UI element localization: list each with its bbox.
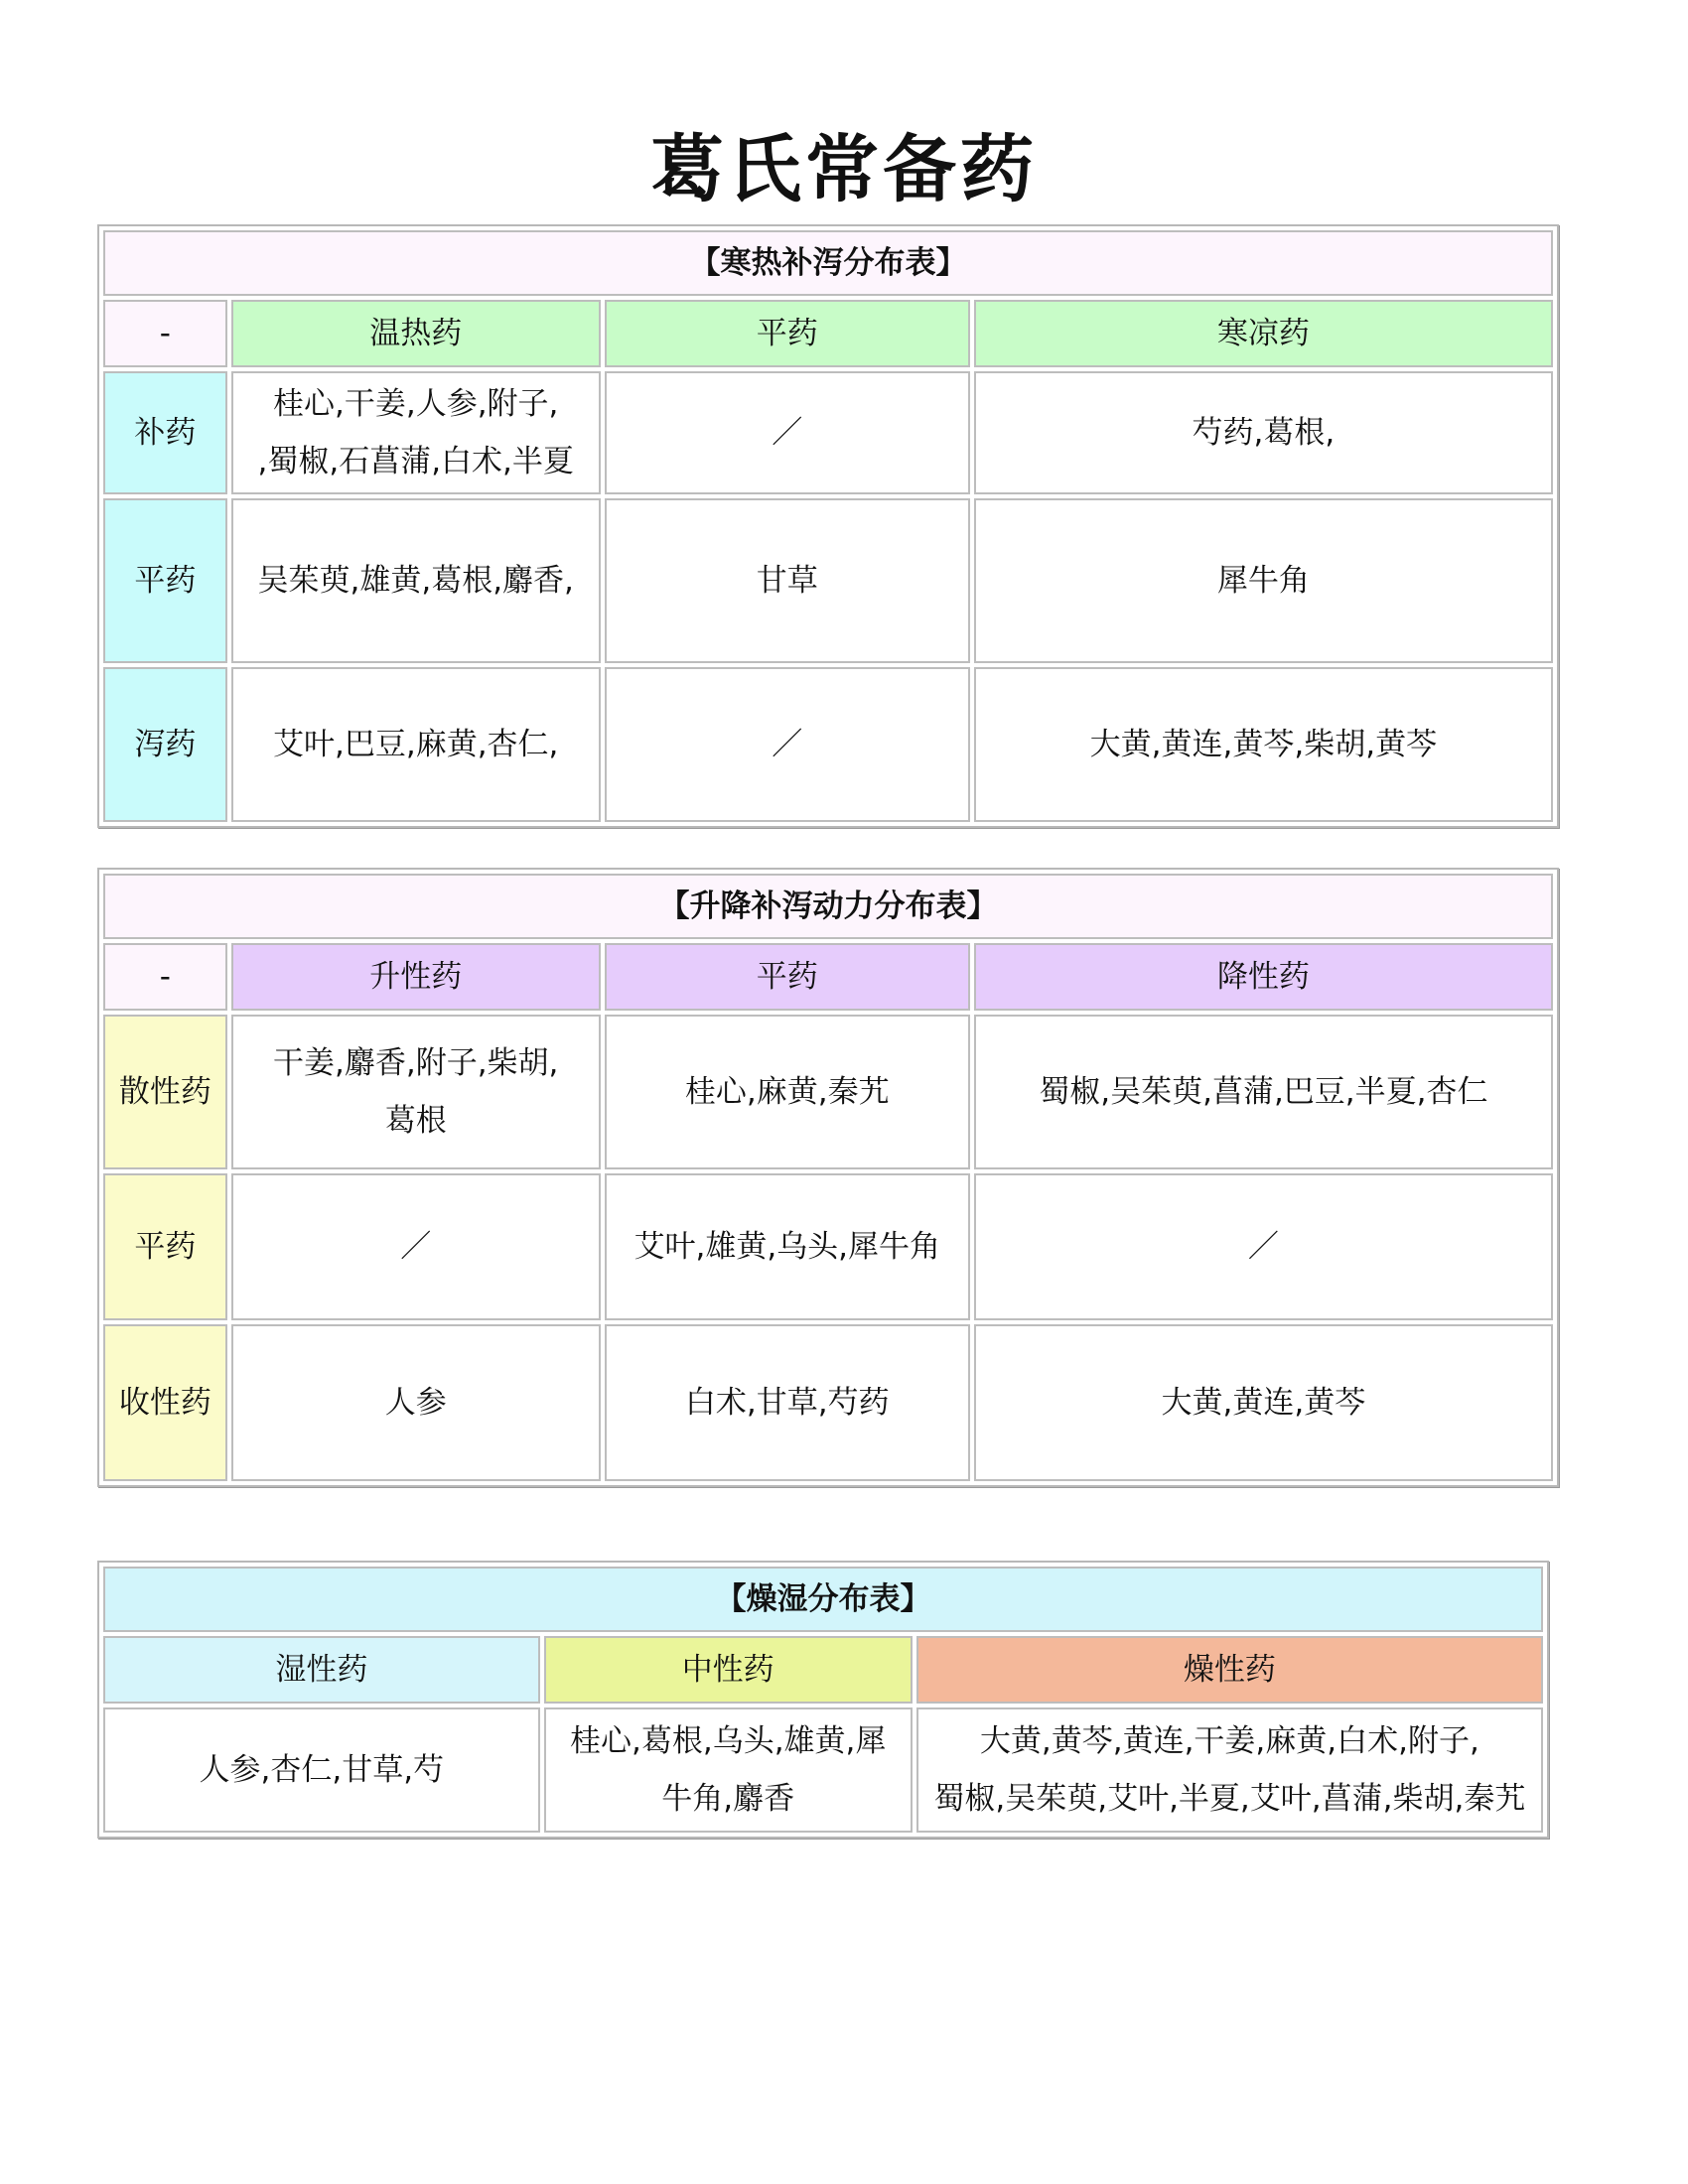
row-header: 收性药 <box>103 1324 227 1481</box>
row-header: 平药 <box>103 1173 227 1320</box>
table-cell: 大黄,黄芩,黄连,干姜,麻黄,白术,附子, 蜀椒,吴茱萸,艾叶,半夏,艾叶,菖蒲,柴胡,秦艽 <box>916 1707 1543 1833</box>
ascend-descend-table <box>97 868 1559 1487</box>
table-cell: 艾叶,雄黄,乌头,犀牛角 <box>605 1173 970 1320</box>
table-row <box>103 1173 1553 1320</box>
cold-heat-table <box>97 224 1559 828</box>
table-cell: 人参,杏仁,甘草,芍 <box>103 1707 540 1833</box>
table-cell: 桂心,葛根,乌头,雄黄,犀 牛角,麝香 <box>544 1707 913 1833</box>
column-header: 中性药 <box>544 1636 913 1704</box>
row-header: 散性药 <box>103 1015 227 1169</box>
table-cell: 甘草 <box>605 498 970 663</box>
table-row <box>103 1707 1543 1833</box>
table-cell: 白术,甘草,芍药 <box>605 1324 970 1481</box>
table-cell: ／ <box>605 667 970 822</box>
table-row <box>103 667 1553 822</box>
column-header: 燥性药 <box>916 1636 1543 1704</box>
table-cell: ／ <box>974 1173 1553 1320</box>
table-cell: ／ <box>605 371 970 494</box>
dry-wet-table <box>97 1561 1549 1839</box>
table-cell: 干姜,麝香,附子,柴胡, 葛根 <box>231 1015 601 1169</box>
table-caption: 【寒热补泻分布表】 <box>103 230 1553 296</box>
table-cell: 桂心,麻黄,秦艽 <box>605 1015 970 1169</box>
column-header: 寒凉药 <box>974 300 1553 367</box>
table-cell: 芍药,葛根, <box>974 371 1553 494</box>
table-caption: 【燥湿分布表】 <box>103 1567 1543 1632</box>
table-row <box>103 371 1553 494</box>
column-header: 湿性药 <box>103 1636 540 1704</box>
row-header: 平药 <box>103 498 227 663</box>
table-row <box>103 1324 1553 1481</box>
table-cell: 艾叶,巴豆,麻黄,杏仁, <box>231 667 601 822</box>
table-cell: 大黄,黄连,黄芩 <box>974 1324 1553 1481</box>
table-row <box>103 498 1553 663</box>
column-header: 温热药 <box>231 300 601 367</box>
table-cell: 人参 <box>231 1324 601 1481</box>
table-cell: 吴茱萸,雄黄,葛根,麝香, <box>231 498 601 663</box>
table-cell: 大黄,黄连,黄芩,柴胡,黄芩 <box>974 667 1553 822</box>
row-header: 泻药 <box>103 667 227 822</box>
column-header: 平药 <box>605 943 970 1011</box>
page-title: 葛氏常备药 <box>650 127 1038 212</box>
corner-cell: - <box>103 300 227 367</box>
corner-cell: - <box>103 943 227 1011</box>
table-cell: 蜀椒,吴茱萸,菖蒲,巴豆,半夏,杏仁 <box>974 1015 1553 1169</box>
table-caption: 【升降补泻动力分布表】 <box>103 874 1553 939</box>
column-header: 平药 <box>605 300 970 367</box>
column-header: 降性药 <box>974 943 1553 1011</box>
table-cell: ／ <box>231 1173 601 1320</box>
table-cell: 犀牛角 <box>974 498 1553 663</box>
table-cell: 桂心,干姜,人参,附子, ,蜀椒,石菖蒲,白术,半夏 <box>231 371 601 494</box>
row-header: 补药 <box>103 371 227 494</box>
column-header: 升性药 <box>231 943 601 1011</box>
table-row <box>103 1015 1553 1169</box>
